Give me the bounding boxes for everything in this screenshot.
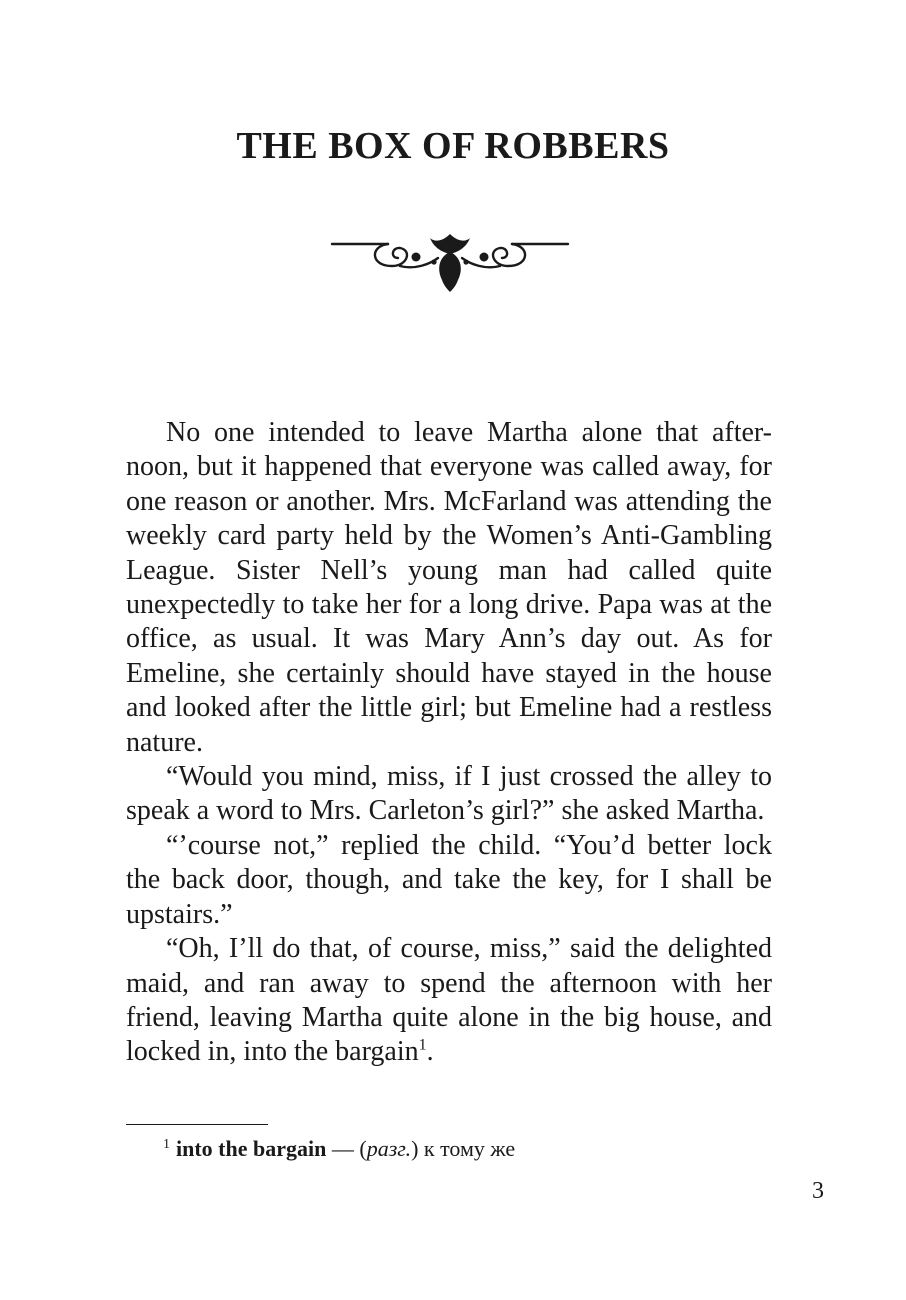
footnote bbox=[163, 1135, 515, 1163]
page-number: 3 bbox=[812, 1178, 824, 1204]
footnote-reference[interactable]: 1 bbox=[418, 1036, 427, 1054]
footnote-close: ) bbox=[411, 1136, 419, 1161]
chapter-title: THE BOX OF ROBBERS bbox=[236, 125, 670, 167]
paragraph-1: No one intended to leave Martha alone that after-noon, but it happened that everyone was called away, for one reason or another. Mrs. McFarland was attending the weekly card party held by the Women’s Anti-Gambling League. Sister Nell’s young man had called quite unexpectedly to take her for a long drive. Papa was at the office, as usual. It was Mary Ann’s day out. As for Emeline, she certainly should have stayed in the house and looked after the little girl; but Emeline had a restless nature. bbox=[126, 417, 772, 758]
scroll-ornament-icon bbox=[330, 226, 570, 296]
paragraph-3: “’course not,” replied the child. “You’d better lock the back door, though, and take the key, for I shall be upstairs.” bbox=[126, 829, 772, 930]
footnote-term: into the bargain bbox=[176, 1136, 327, 1161]
footnote-number: 1 bbox=[163, 1136, 170, 1152]
chapter-body bbox=[126, 416, 772, 1070]
footnote-dash: — ( bbox=[326, 1136, 367, 1161]
paragraph-4 bbox=[126, 932, 772, 1070]
footnote-note: разг. bbox=[366, 1136, 412, 1161]
footnote-translation: к тому же bbox=[418, 1136, 516, 1161]
paragraph-4-end: . bbox=[426, 1036, 434, 1068]
paragraph-2: “Would you mind, miss, if I just crossed the alley to speak a word to Mrs. Carleton’s girl?” she asked Martha. bbox=[126, 761, 772, 827]
footnote-divider bbox=[126, 1124, 268, 1125]
paragraph-4-text: “Oh, I’ll do that, of course, miss,” said the delighted maid, and ran away to spend the afternoon with her friend, leaving Martha quite alone in the big house, and locked in, into the bargain bbox=[126, 933, 772, 1068]
